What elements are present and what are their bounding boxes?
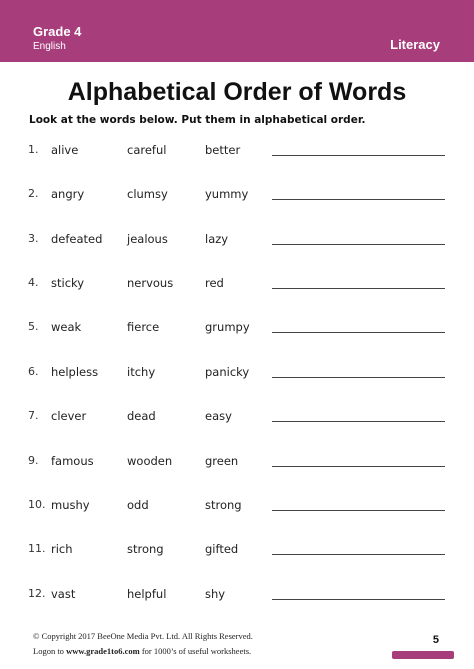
worksheet-title: Alphabetical Order of Words [67,78,407,106]
row-number: 5. [28,320,39,333]
exercise-row [0,454,474,474]
answer-line[interactable] [272,599,445,600]
row-number: 10. [28,498,46,511]
page-number: 5 [432,634,439,646]
word: easy [205,409,232,423]
word: helpless [51,365,99,379]
exercise-row [0,587,474,607]
logon-text [33,646,251,656]
answer-line[interactable] [272,421,445,422]
word: strong [127,542,164,556]
exercise-row [0,143,474,163]
exercise-row [0,498,474,518]
word: fierce [127,320,160,334]
exercise-row [0,232,474,252]
word: nervous [127,276,174,290]
word: shy [205,587,226,601]
exercise-row [0,320,474,340]
word: grumpy [205,320,250,334]
word: jealous [127,232,168,246]
word: alive [51,143,79,157]
row-number: 12. [28,587,46,600]
answer-line[interactable] [272,288,445,289]
answer-line[interactable] [272,199,445,200]
word: itchy [127,365,156,379]
word: mushy [51,498,90,512]
answer-line[interactable] [272,332,445,333]
instructions: Look at the words below. Put them in alphabetical order. [29,114,366,126]
word: weak [51,320,82,334]
row-number: 6. [28,365,39,378]
word: wooden [127,454,173,468]
row-number: 4. [28,276,39,289]
subject-label: English [33,41,66,52]
row-number: 1. [28,143,39,156]
word: careful [127,143,167,157]
word: lazy [205,232,229,246]
word: strong [205,498,242,512]
row-number: 11. [28,542,46,555]
word: yummy [205,187,249,201]
answer-line[interactable] [272,554,445,555]
word: clever [51,409,87,423]
row-number: 9. [28,454,39,467]
word: panicky [205,365,250,379]
answer-line[interactable] [272,377,445,378]
answer-line[interactable] [272,155,445,156]
word: dead [127,409,156,423]
word: angry [51,187,85,201]
row-number: 2. [28,187,39,200]
word: odd [127,498,149,512]
exercise-row [0,276,474,296]
website-link[interactable]: www.grade1to6.com [66,646,140,656]
grade-label: Grade 4 [33,24,82,39]
exercise-row [0,365,474,385]
word: better [205,143,241,157]
copyright-notice: © Copyright 2017 BeeOne Media Pvt. Ltd. All Rights Reserved. [33,631,253,641]
word: gifted [205,542,239,556]
word: green [205,454,239,468]
row-number: 3. [28,232,39,245]
logon-suffix: for 1000’s of useful worksheets. [139,646,252,656]
word: helpful [127,587,167,601]
exercise-row [0,542,474,562]
word: clumsy [127,187,168,201]
word: rich [51,542,73,556]
word: defeated [51,232,103,246]
row-number: 7. [28,409,39,422]
footer-accent-bar [392,651,454,659]
answer-line[interactable] [272,466,445,467]
answer-line[interactable] [272,510,445,511]
exercise-row [0,409,474,429]
answer-line[interactable] [272,244,445,245]
exercise-row [0,187,474,207]
word: red [205,276,224,290]
word: vast [51,587,76,601]
word: famous [51,454,94,468]
word: sticky [51,276,85,290]
category-label: Literacy [390,37,440,52]
logon-prefix: Logon to [33,646,67,656]
